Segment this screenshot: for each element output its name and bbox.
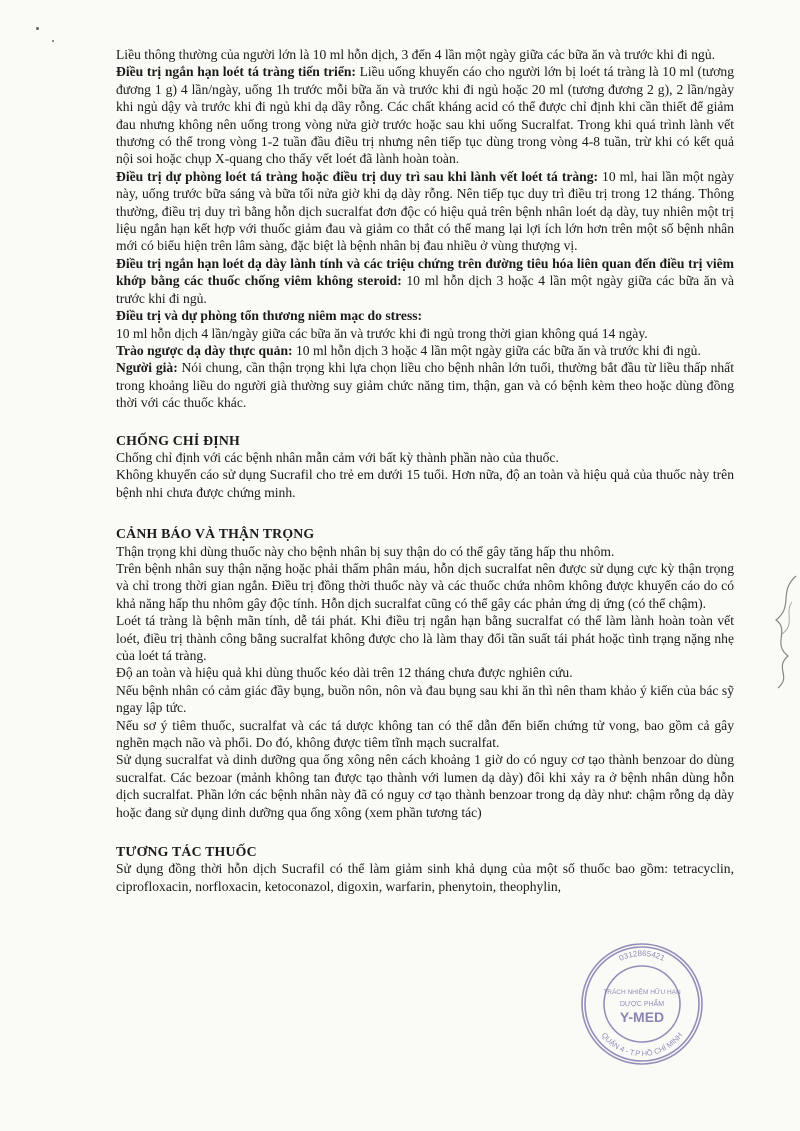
paragraph-warning-6: Nếu sơ ý tiêm thuốc, sucralfat và các tá dược không tan có thể dẫn đến biến chứng tử vong, bao gồm cả gây nghẽn mạch não và phổi. Do đó, không được tiêm tĩnh mạch sucralfat. [116,717,734,751]
paragraph-duodenal-ulcer-maintenance: Điều trị dự phòng loét tá tràng hoặc điều trị duy trì sau khi lành vết loét tá tràng: 10 ml, hai lần một ngày này, uống trước bữa sáng và bữa tối nửa giờ khi dạ dày rỗng. Nên tiếp tục duy trì điều trị trong 12 tháng. Thông thường, điều trị duy trì bằng hỗn dịch sucralfat đơn độc có hiệu quả trên bệnh nhân loét dạ dày, tuy nhiên một trị liệu ngắn hạn kết hợp với thuốc giảm đau và giảm co thắt có thể mang lại lợi ích lớn hơn trên một số bệnh nhân mới có biểu hiện trên lâm sàng, đặc biệt là bệnh nhân bị đau nhiều ở vùng thượng vị. [116,168,734,254]
paragraph-contra-2: Không khuyến cáo sử dụng Sucrafil cho trẻ em dưới 15 tuổi. Hơn nữa, độ an toàn và hiệu quả của thuốc này trên bệnh nhi chưa được chứng minh. [116,467,734,500]
stamp-line-2: DƯỢC PHẨM [619,1001,665,1008]
paragraph-gastric-ulcer-nsaid: Điều trị ngắn hạn loét dạ dày lành tính và các triệu chứng trên đường tiêu hóa liên quan đến điều trị viêm khớp bằng các thuốc chống viêm không steroid: 10 ml hỗn dịch 3 hoặc 4 lần một ngày giữa các bữa ăn và trước khi đi ngủ. [116,255,734,306]
stamp-name: Y-MED [619,1009,665,1025]
paragraph-elderly: Người già: Nói chung, cần thận trọng khi lựa chọn liều cho bệnh nhân lớn tuổi, thường bắt đầu từ liều thấp nhất trong khoảng liều do người già thường suy giảm chức năng tim, thận, gan và có bệnh kèm theo hoặc dùng đồng thời với các thuốc khác. [116,360,734,411]
signature-scribble [766,572,800,692]
stamp-ring-text: QUẬN 4 - T.P HỒ CHÍ MINH [599,1030,685,1059]
company-seal-stamp [578,940,706,1068]
stamp-number: 0312865421 [617,948,667,963]
paragraph-duodenal-ulcer-short: Điều trị ngắn hạn loét tá tràng tiến triển: Liều uống khuyến cáo cho người lớn bị loét tá tràng là 10 ml (tương đương 1 g) 4 lần/ngày, uống 1h trước mỗi bữa ăn và trước khi đi ngủ hoặc 20 ml (tương đương 2 g), 2 lần/ngày khi ngủ dậy và trước khi đi ngủ khi dạ dầy rỗng. Các chất kháng acid có thể được chỉ định khi cần thiết để giảm đau nhưng không nên uống trong vòng nửa giờ trước hoặc sau khi uống Sucralfat. Trong khi quá trình lành vết thương có thể trong vòng 1-2 tuần đầu điều trị nhưng nên tiếp tục dùng trong vòng 4-8 tuần, trừ khi có kết quả nội soi hoặc chụp X-quang cho thấy vết loét đã lành hoàn toàn. [116,64,734,167]
subheading: Điều trị dự phòng loét tá tràng hoặc điều trị duy trì sau khi lành vết loét tá tràng: [116,168,599,184]
heading-interactions: TƯƠNG TÁC THUỐC [116,844,257,860]
paragraph-usual-dose: Liều thông thường của người lớn là 10 ml hỗn dịch, 3 đến 4 lần một ngày giữa các bữa ăn và trước khi đi ngủ. [116,47,716,62]
paragraph-stress-ulcer-text: 10 ml hỗn dịch 4 lần/ngày giữa các bữa ăn và trước khi đi ngủ trong thời gian không quá 14 ngày. [116,325,648,341]
paragraph-interactions-1: Sử dụng đồng thời hỗn dịch Sucrafil có thể làm giảm sinh khả dụng của một số thuốc bao gồm: tetracyclin, ciprofloxacin, norfloxacin, ketoconazol, digoxin, warfarin, phenytoin, theophylin, [116,861,734,894]
subheading: Điều trị và dự phòng tổn thương niêm mạc do stress: [116,308,423,324]
document-page [116,46,734,895]
paragraph-warning-4: Độ an toàn và hiệu quả khi dùng thuốc kéo dài trên 12 tháng chưa được nghiên cứu. [116,665,573,681]
subheading: Điều trị ngắn hạn loét dạ dày lành tính và các triệu chứng trên đường tiêu hóa liên quan đến điều trị viêm khớp bằng các thuốc chống viêm không steroid: [116,255,734,289]
paragraph-warning-5: Nếu bệnh nhân có cảm giác đầy bụng, buồn nôn, nôn và đau bụng sau khi ăn thì nên tham khảo ý kiến của bác sỹ ngay lập tức. [116,682,734,716]
heading-contraindications: CHỐNG CHỈ ĐỊNH [116,432,240,448]
subheading: Trào ngược dạ dày thực quản: [116,342,293,358]
speck [52,40,54,42]
paragraph-stress-ulcer-heading [116,307,734,324]
paragraph-reflux: Trào ngược dạ dày thực quản: 10 ml hỗn dịch 3 hoặc 4 lần một ngày giữa các bữa ăn và trước khi đi ngủ. [116,342,701,358]
paragraph-warning-3: Loét tá tràng là bệnh mãn tính, dễ tái phát. Khi điều trị ngắn hạn bằng sucralfat có thể làm lành hoàn toàn vết loét, điều trị thành công bằng sucralfat không được cho là làm thay đổi tần suất tái phát hoặc tình trạng nặng nhẹ của loét tá tràng. [116,613,734,663]
paragraph-warning-2: Trên bệnh nhân suy thận nặng hoặc phải thẩm phân máu, hỗn dịch sucralfat nên được sử dụng cực kỳ thận trọng và chỉ trong thời gian ngắn. Điều trị đồng thời thuốc này và các thuốc chứa nhôm không được khuyến cáo do có khả năng hấp thu nhôm gây độc tính. Hỗn dịch sucralfat cũng có thể gây các phản ứng dị ứng (có thể chậm). [116,560,734,611]
subheading: Người già: [116,360,178,376]
heading-warnings: CẢNH BÁO VÀ THẬN TRỌNG [116,526,315,542]
subheading: Điều trị ngắn hạn loét tá tràng tiến triển: [116,64,356,80]
speck [36,27,39,30]
stamp-line-1: TRÁCH NHIỆM HỮU HẠN [603,989,681,996]
paragraph-warning-1: Thận trọng khi dùng thuốc này cho bệnh nhân bị suy thận do có thể gây tăng hấp thu nhôm. [116,543,615,559]
paragraph-contra-1: Chống chỉ định với các bệnh nhân mẫn cảm với bất kỳ thành phần nào của thuốc. [116,449,559,465]
paragraph-warning-7: Sử dụng sucralfat và dinh dưỡng qua ống xông nên cách khoảng 1 giờ do có nguy cơ tạo thành benzoar do dùng sucralfat. Các bezoar (mảnh không tan được tạo thành với lumen dạ dày) đôi khi xảy ra ở bệnh nhân dùng hỗn dịch sucralfat. Phần lớn các bệnh nhân này đã có nguy cơ tạo thành benzoar trong dạ dày như: chậm rỗng dạ dày hoặc đang sử dụng dinh dưỡng qua ống xông (xem phần tương tác) [116,752,734,820]
